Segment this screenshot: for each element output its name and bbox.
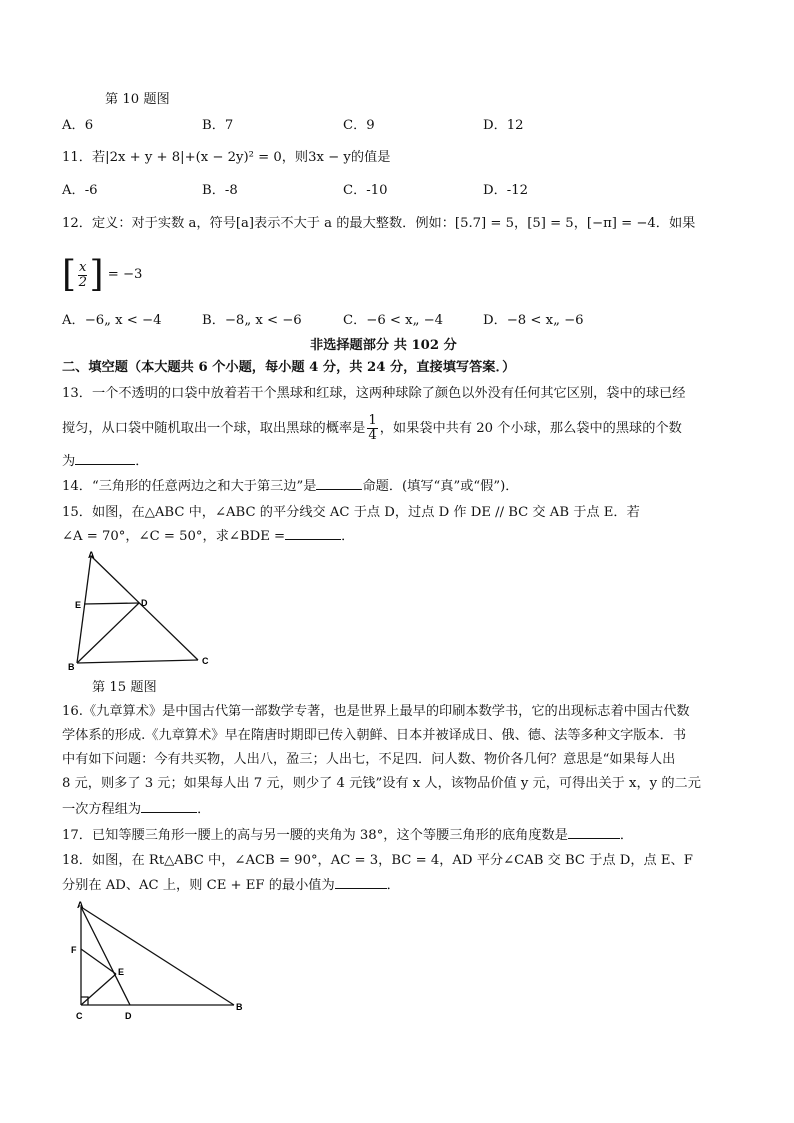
- q16-line-4: 8 元，则多了 3 元；如果每人出 7 元，则少了 4 元钱”设有 x 人，该物品价值 y 元，可得出关于 x，y 的二元: [62, 776, 701, 791]
- q10-option-c: C．9: [343, 118, 375, 133]
- figure-10-caption: 第 10 题图: [105, 92, 170, 107]
- q11-stem: 11．若|2x + y + 8|+(x − 2y)² = 0，则3x − y的值是: [62, 150, 391, 165]
- q18-label-d: D: [125, 1011, 132, 1021]
- q12-option-a: A．−6„ x < −4: [62, 313, 162, 328]
- q18-segment-ad: [81, 907, 130, 1005]
- q18-right-triangle-figure: [66, 895, 256, 1025]
- q15-segment-bd: [77, 603, 139, 663]
- q12-stem: 12．定义：对于实数 a，符号[a]表示不大于 a 的最大整数．例如：[5.7] = 5，[5] = 5，[−π] = −4．如果: [62, 216, 696, 231]
- q15-label-e: E: [75, 600, 82, 610]
- q11-option-b: B．-8: [202, 183, 238, 198]
- q16-answer-blank[interactable]: [141, 800, 197, 813]
- q18-segment-ab: [81, 907, 234, 1005]
- q17-answer-blank[interactable]: [568, 826, 620, 839]
- q18-line-1: 18．如图，在 Rt△ABC 中，∠ACB = 90°，AC = 3，BC = 4，AD 平分∠CAB 交 BC 于点 D，点 E、F: [62, 853, 693, 868]
- q13-fraction-num: 1: [368, 413, 377, 428]
- q18-label-a: A: [77, 900, 84, 910]
- q15-segment-bc: [77, 660, 198, 663]
- q14: [62, 477, 518, 497]
- q14-answer-blank[interactable]: [316, 477, 362, 490]
- q11-option-a: A．-6: [62, 183, 98, 198]
- q13-line-2-a: 搅匀，从口袋中随机取出一个球，取出黑球的概率是: [62, 421, 366, 436]
- q15-answer-blank[interactable]: [285, 527, 341, 540]
- q18-label-e: E: [118, 967, 125, 977]
- q13-line-1: 13．一个不透明的口袋中放着若干个黑球和红球，这两种球除了颜色以外没有任何其它区别，袋中的球已经: [62, 386, 686, 401]
- q15-segment-ac: [91, 556, 198, 660]
- q11-option-d: D．-12: [483, 183, 528, 198]
- q13-line-3: [62, 452, 148, 472]
- q12-bracket-rhs: = −3: [107, 267, 143, 282]
- q11-option-c: C．-10: [343, 183, 388, 198]
- q15-line-2-text: ∠A = 70°，∠C = 50°，求∠BDE =: [62, 529, 286, 544]
- q15-label-d: D: [141, 598, 148, 608]
- q12-bracket-expression: [ $\frac{x}{2}$ ] = −3: [62, 254, 143, 295]
- q15-period: ．: [341, 529, 355, 544]
- q18-label-b: B: [236, 1002, 243, 1012]
- q18-line-2: [62, 876, 400, 896]
- q12-fraction-num: x: [79, 259, 87, 275]
- q13-line-2: [62, 412, 682, 446]
- q15-line-2: [62, 527, 354, 547]
- q18-segment-ef: [81, 949, 116, 974]
- q10-option-a: A．6: [62, 118, 94, 133]
- q18-label-c: C: [76, 1011, 83, 1021]
- q13-period: ．: [135, 454, 149, 469]
- q18-label-f: F: [71, 945, 77, 955]
- q13-fraction-den: 4: [368, 428, 377, 443]
- q15-line-1: 15．如图，在△ABC 中，∠ABC 的平分线交 AC 于点 D，过点 D 作 DE // BC 交 AB 于点 E．若: [62, 505, 640, 520]
- q17: [62, 826, 633, 846]
- figure-15-caption: 第 15 题图: [92, 680, 157, 695]
- q18-period: ．: [386, 878, 400, 893]
- q16-line-5: [62, 800, 210, 820]
- q13-fraction: [367, 414, 377, 443]
- q12-option-d: D．−8 < x„ −6: [483, 313, 584, 328]
- q15-label-b: B: [68, 662, 75, 672]
- q16-line-1: 16.《九章算术》是中国古代第一部数学专著，也是世界上最早的印刷本数学书，它的出现标志着中国古代数: [62, 704, 690, 719]
- q16-line-2: 学体系的形成.《九章算术》早在隋唐时期即已传入朝鲜、日本并被译成日、俄、德、法等多种文字版本．书: [62, 728, 687, 743]
- q17-text: 17．已知等腰三角形一腰上的高与另一腰的夹角为 38°，这个等腰三角形的底角度数是: [62, 828, 568, 843]
- q13-line-3-text: 为: [62, 454, 76, 469]
- q15-label-a: A: [88, 550, 95, 560]
- q16-line-5-text: 一次方程组为: [62, 802, 142, 817]
- q10-option-b: B．7: [202, 118, 234, 133]
- q13-line-2-b: ，如果袋中共有 20 个小球，那么袋中的黑球的个数: [379, 421, 682, 436]
- q12-option-b: B．−8„ x < −6: [202, 313, 302, 328]
- q18-answer-blank[interactable]: [335, 876, 387, 889]
- q15-segment-de: [84, 603, 139, 604]
- q15-label-c: C: [202, 656, 209, 666]
- nonselect-section-header: 非选择题部分 共 102 分: [310, 338, 457, 353]
- q16-period: ．: [197, 802, 211, 817]
- q13-answer-blank[interactable]: [75, 452, 135, 465]
- q12-option-c: C．−6 < x„ −4: [343, 313, 444, 328]
- q18-line-2-text: 分别在 AD、AC 上，则 CE + EF 的最小值为: [62, 878, 335, 893]
- q14-text-b: 命题．(填写“真”或“假”)．: [362, 479, 519, 494]
- q15-triangle-figure: [62, 548, 222, 673]
- q12-fraction-den: 2: [78, 274, 87, 290]
- q17-period: ．: [619, 828, 634, 843]
- q12-fraction: [78, 261, 87, 290]
- q14-text-a: 14．“三角形的任意两边之和大于第三边”是: [62, 479, 317, 494]
- q18-segment-ce: [81, 974, 116, 1005]
- q10-option-d: D．12: [483, 118, 524, 133]
- section-2-header: 二、填空题（本大题共 6 个小题，每小题 4 分，共 24 分，直接填写答案．）: [62, 360, 516, 375]
- q16-line-3: 中有如下问题：今有共买物，人出八，盈三；人出七，不足四．问人数、物价各几何？意思是“如果每人出: [62, 752, 676, 767]
